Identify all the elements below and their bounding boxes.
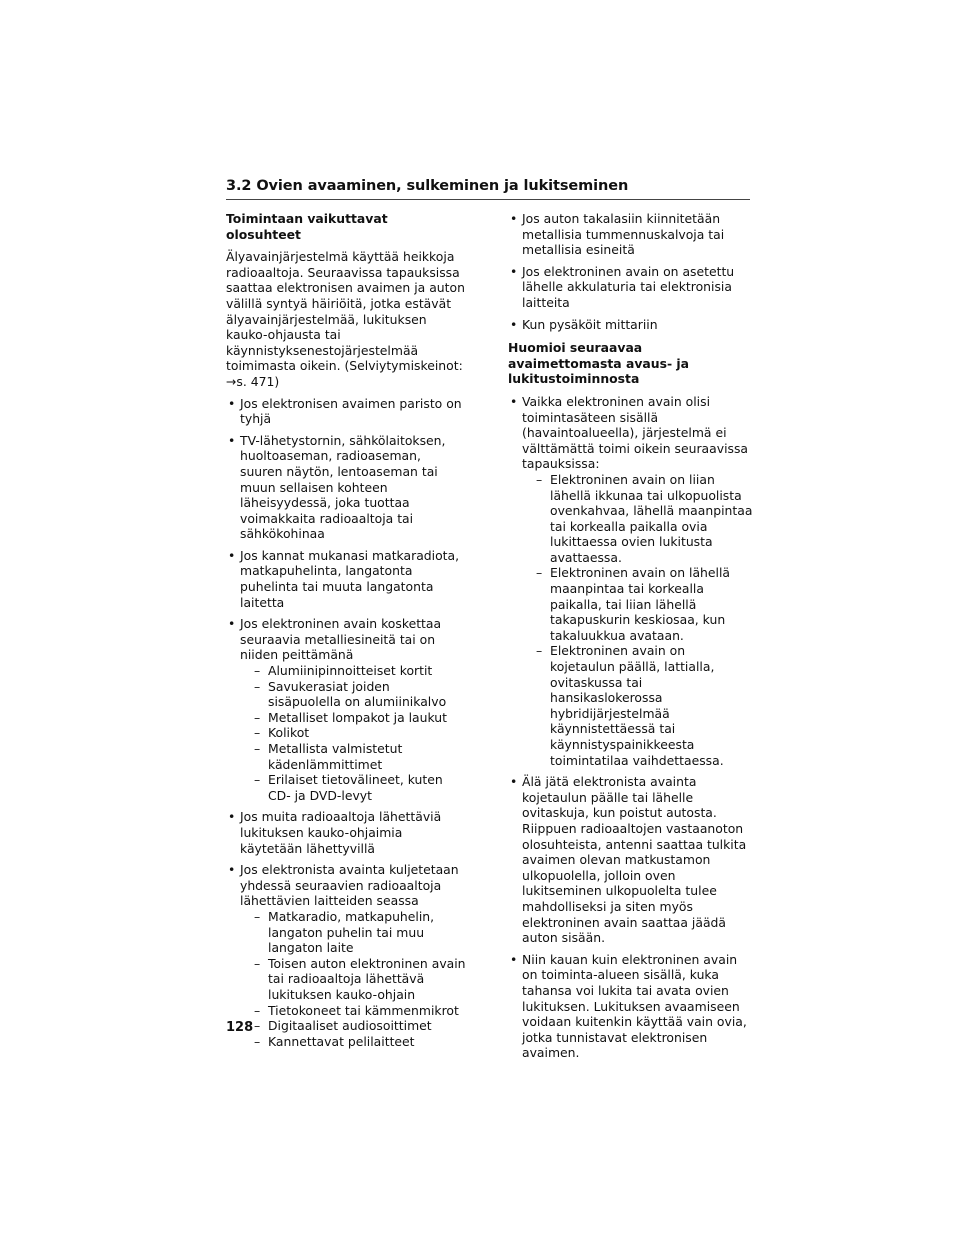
bullet-text: Kun pysäköit mittariin [522,316,658,332]
bullet-item [508,774,753,946]
sub-list-item: – Digitaaliset audiosoittimet [240,1018,466,1034]
bullet-text: Jos muita radioaaltoja lähettäviä lukituksen kauko-ohjaimia käytetään lähettyvillä [240,809,442,856]
sub-list [240,909,466,1049]
bullet-text: TV-lähetystornin, sähkölaitoksen, huoltoaseman, radioaseman, suuren näytön, lentoaseman tai muun sellaisen kohteen läheisyydessä, joka tuottaa voimakkaita radioaaltoja tai sähkökohinaa [240,432,446,542]
bullet-item [508,211,753,258]
sub-list-item: – Tietokoneet tai kämmenmikrot [240,1003,466,1019]
sub-list-item: – Elektroninen avain on kojetaulun päällä, lattialla, ovitaskussa tai hansikaslokerossa hybridijärjestelmää käynnistettäessä tai käynnistyspainikkeesta toimintatilaa vaihdettaessa. [522,643,753,768]
bullet-text: Älä jätä elektronista avainta kojetaulun päälle tai lähelle ovitaskuja, kun poistut autosta. Riippuen radioaaltojen vastaanoton olosuhteista, antenni saattaa tulkita avaimen olevan matkustamon ulkopuolella, jolloin oven lukitseminen ulkopuolelta tulee mahdolliseksi ja siten myös elektroninen avain saattaa jäädä auton sisään. [522,774,747,946]
page-number: 128 [226,1020,254,1035]
header-divider [226,199,750,200]
right-bullet-list-top [508,211,753,332]
sub-list-item: – Savukerasiat joiden sisäpuolella on alumiinikalvo [240,679,466,710]
bullet-item [226,548,466,610]
right-column [508,211,753,1067]
bullet-item [508,952,753,1061]
sub-list [240,663,466,803]
bullet-text: Jos auton takalasiin kiinnitetään metallisia tummennuskalvoja tai metallisia esineitä [522,211,725,258]
right-heading: Huomioi seuraavaa avaimettomasta avaus- ja lukitustoiminnosta [508,340,690,387]
bullet-item [226,862,466,1049]
sub-list [522,472,753,768]
sub-list-item: – Elektroninen avain on lähellä maanpintaa tai korkealla paikalla, tai liian lähellä takapuskurin keskiosaa, kun takaluukkua avataan. [522,565,753,643]
sub-list-item: – Metallista valmistetut kädenlämmittimet [240,741,466,772]
bullet-text: Niin kauan kuin elektroninen avain on toiminta-alueen sisällä, kuka tahansa voi lukita tai avata ovien lukituksen. Lukituksen avaamiseen voidaan kuitenkin käyttää vain ovia, jotka tunnistavat elektronisen avaimen. [522,951,747,1061]
bullet-item [226,809,466,856]
intro-paragraph: Älyavainjärjestelmä käyttää heikkoja radioaaltoja. Seuraavissa tapauksissa saattaa elektronisen avaimen ja auton välillä syntyä häiriöitä, jotka estävät älyavainjärjestelmää, lukituksen kauko-ohjausta tai käynnistyksenestojärjestelmää toimimasta oikein. (Selviytymiskeinot: →s. 471) [226,249,465,389]
bullet-text: Jos elektronisen avaimen paristo on tyhjä [240,395,462,427]
sub-list-item: – Matkaradio, matkapuhelin, langaton puhelin tai muu langaton laite [240,909,466,956]
bullet-text: Jos kannat mukanasi matkaradiota, matkapuhelinta, langatonta puhelinta tai muuta langatonta laitetta [240,547,460,610]
left-bullet-list [226,396,466,1050]
bullet-item [226,433,466,542]
sub-list-item: – Toisen auton elektroninen avain tai radioaaltoja lähettävä lukituksen kauko-ohjain [240,956,466,1003]
bullet-item [226,396,466,427]
sub-list-item: – Kannettavat pelilaitteet [240,1034,466,1050]
section-header: 3.2 Ovien avaaminen, sulkeminen ja lukitseminen [226,178,629,194]
right-bullet-list-bottom [508,394,753,1061]
bullet-item [508,264,753,311]
left-heading: Toimintaan vaikuttavat olosuhteet [226,211,388,242]
left-column [226,211,466,1055]
bullet-item [508,317,753,333]
sub-list-item: – Elektroninen avain on liian lähellä ikkunaa tai ulkopuolista ovenkahvaa, lähellä maanpintaa tai korkealla paikalla ovia lukittaessa ovien lukitusta avattaessa. [522,472,753,566]
bullet-text: Vaikka elektroninen avain olisi toimintasäteen sisällä (havaintoalueella), järjestelmä ei välttämättä toimi oikein seuraavissa tapauksissa: [522,393,749,472]
sub-list-item: – Kolikot [240,725,466,741]
sub-list-item: – Erilaiset tietovälineet, kuten CD- ja DVD-levyt [240,772,466,803]
sub-list-item: – Alumiinipinnoitteiset kortit [240,663,466,679]
bullet-text: Jos elektronista avainta kuljetetaan yhdessä seuraavien radioaaltoja lähettävien laitteiden seassa [240,862,459,909]
bullet-text: Jos elektroninen avain koskettaa seuraavia metalliesineitä tai on niiden peittämänä [240,616,442,663]
sub-list-item: – Metalliset lompakot ja laukut [240,710,466,726]
bullet-item [226,616,466,803]
bullet-item [508,394,753,768]
bullet-text: Jos elektroninen avain on asetettu lähelle akkulaturia tai elektronisia laitteita [522,263,735,310]
